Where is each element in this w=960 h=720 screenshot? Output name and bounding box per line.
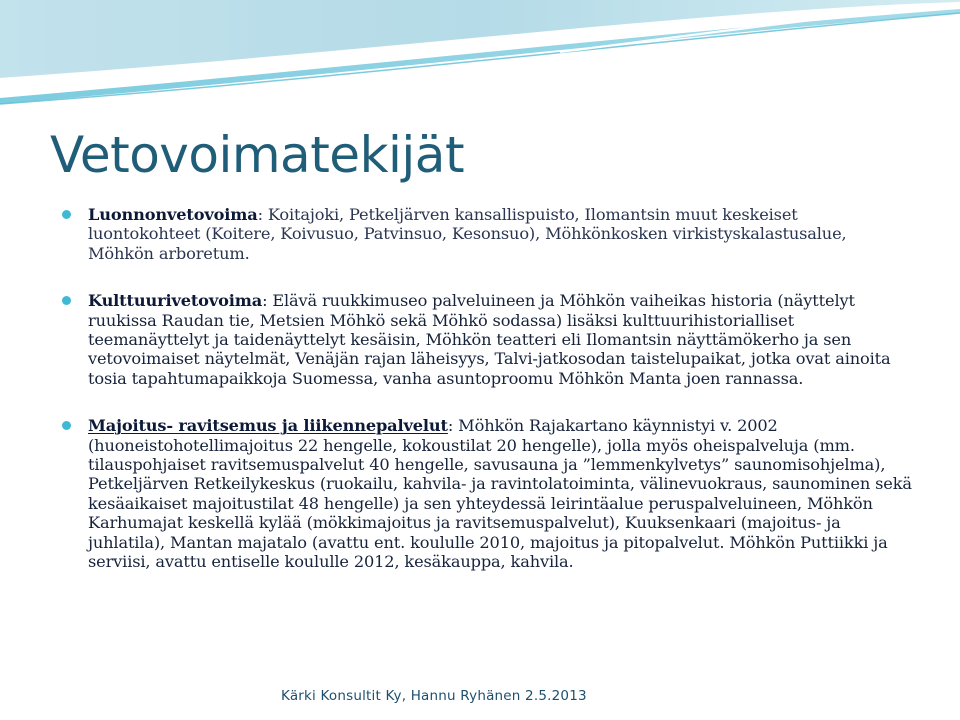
bullet-text: : Koitajoki, Petkeljärven kansallispuisto, Ilomantsin muut keskeiset luontokohteet (Koitere, Koivusuo, Patvinsuo, Kesonsuo), Möhkönkosken virkistyskalastusalue, Möhkön arboretum. [88, 205, 847, 263]
header-wave-decoration [0, 0, 960, 110]
bullet-dot-icon [62, 296, 71, 305]
footer-credit: Kärki Konsultit Ky, Hannu Ryhänen 2.5.2013 [281, 688, 587, 704]
bullet-dot-icon [62, 421, 71, 430]
bullet-list [62, 205, 912, 572]
bullet-lead: Luonnonvetovoima [88, 205, 258, 224]
bullet-item-majoitus [62, 416, 912, 571]
bullet-text: : Möhkön Rajakartano käynnistyi v. 2002 (huoneistohotellimajoitus 22 hengelle, kokoustilat 20 hengelle), jolla myös oheispalveluja (mm. tilauspohjaiset ravitsemuspalvelut 40 hengelle, savusauna ja ”lemmenkylvetys” saunomisohjelma), Petkeljärven Retkeilykeskus (ruokailu, kahvila- ja ravintolatoiminta, välinevuokraus, saunominen sekä kesäaikaiset majoitustilat 48 hengelle) ja sen yhteydessä leirintäalue peruspalveluineen, Möhkön Karhumajat keskellä kylää (mökkimajoitus ja ravitsemuspalvelut), Kuuksenkaari (majoitus- ja juhlatila), Mantan majatalo (avattu ent. koululle 2010, majoitus ja pitopalvelut. Möhkön Puttiikki ja serviisi, avattu entiselle koululle 2012, kesäkauppa, kahvila. [88, 416, 912, 572]
bullet-item-luonnonvetovoima [62, 205, 912, 263]
bullet-dot-icon [62, 210, 71, 219]
bullet-lead: Majoitus- ravitsemus ja liikennepalvelut [88, 416, 448, 436]
bullet-text: : Elävä ruukkimuseo palveluineen ja Möhkön vaiheikas historia (näyttelyt ruukissa Raudan tie, Metsien Möhkö sekä Möhkö sodassa) lisäksi kulttuurihistorialliset teemanäyttelyt ja taidenäyttelyt kesäisin, Möhkön teatteri eli Ilomantsin näyttämökerho ja sen vetovoimaiset näytelmät, Venäjän rajan läheisyys, Talvi-jatkosodan taistelupaikat, jotka ovat ainoita tosia tapahtumapaikkoja Suomessa, vanha asuntoproomu Möhkön Manta joen rannassa. [88, 291, 891, 388]
bullet-item-kulttuurivetovoima [62, 291, 912, 388]
slide-title: Vetovoimatekijät [50, 126, 465, 184]
bullet-lead: Kulttuurivetovoima [88, 291, 263, 311]
